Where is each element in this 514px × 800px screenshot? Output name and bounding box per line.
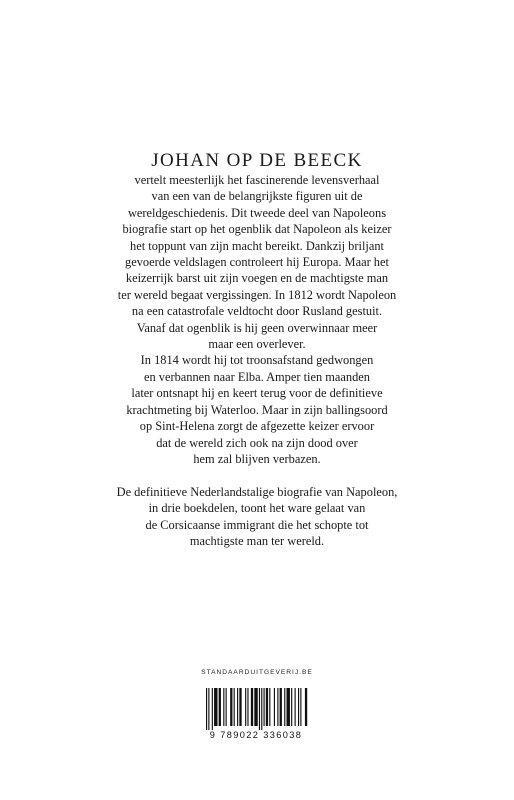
blurb-line: hem zal blijven verbazen. bbox=[193, 451, 321, 466]
blurb-line: krachtmeting bij Waterloo. Maar in zijn ballingsoord bbox=[126, 402, 388, 417]
blurb-line: De definitieve Nederlandstalige biografie van Napoleon, bbox=[116, 484, 398, 499]
blurb-line: van een van de belangrijkste figuren uit de bbox=[151, 189, 363, 204]
author-title: JOHAN OP DE BEECK bbox=[151, 150, 363, 171]
blurb-line: de Corsicaanse immigrant die het schopte tot bbox=[145, 517, 369, 532]
blurb-line: Vanaf dat ogenblik is hij geen overwinnaar meer bbox=[136, 320, 378, 335]
publisher-website: STANDAARDUITGEVERIJ.BE bbox=[201, 669, 313, 676]
barcode-bars bbox=[198, 686, 314, 732]
blurb-line: het toppunt van zijn macht bereikt. Dankzij briljant bbox=[130, 238, 384, 253]
blurb-line: biografie start op het ogenblik dat Napoleon als keizer bbox=[122, 222, 392, 237]
blurb-line: vertelt meesterlijk het fascinerende levensverhaal bbox=[134, 173, 380, 187]
barcode-digits: 9 789022 336038 bbox=[209, 730, 303, 740]
blurb-line: keizerrijk barst uit zijn voegen en de machtigste man bbox=[125, 271, 389, 286]
blurb-line: gevoerde veldslagen controleert hij Europa. Maar het bbox=[125, 255, 389, 270]
blurb-line: en verbannen naar Elba. Amper tien maanden bbox=[143, 369, 371, 384]
blurb-line: In 1814 wordt hij tot troonsafstand gedwongen bbox=[140, 353, 374, 368]
blurb-line: machtigste man ter wereld. bbox=[189, 534, 325, 549]
blurb-line: dat de wereld zich ook na zijn dood over bbox=[156, 435, 358, 450]
blurb-text bbox=[0, 172, 514, 550]
blurb-line: op Sint-Helena zorgt de afgezette keizer ervoor bbox=[139, 419, 375, 434]
blurb-line: na een catastrofale veldtocht door Rusland gestuit. bbox=[131, 304, 383, 319]
blurb-paragraph-1 bbox=[0, 172, 514, 467]
blurb-line: maar een overlever. bbox=[208, 337, 306, 352]
isbn-barcode bbox=[198, 686, 314, 746]
blurb-line: ter wereld begaat vergissingen. In 1812 wordt Napoleon bbox=[117, 287, 397, 302]
blurb-paragraph-2 bbox=[0, 484, 514, 550]
blurb-line: wereldgeschiedenis. Dit tweede deel van Napoleons bbox=[127, 205, 387, 220]
blurb-line: later ontsnapt hij en keert terug voor de definitieve bbox=[131, 386, 383, 401]
blurb-line: in drie boekdelen, toont het ware gelaat van bbox=[148, 501, 366, 516]
